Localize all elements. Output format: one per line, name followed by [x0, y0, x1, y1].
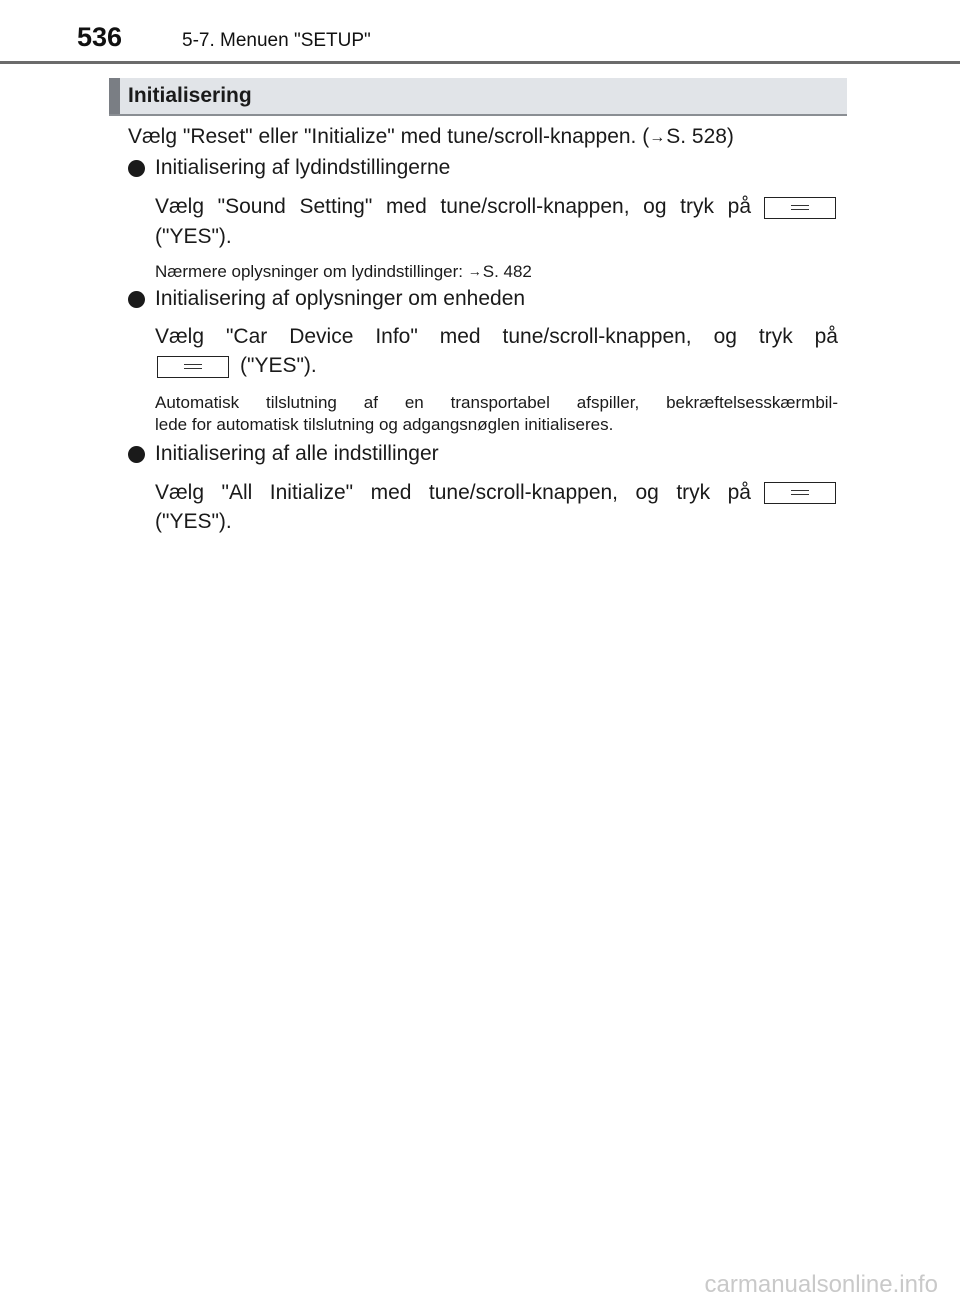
item-note-sound: [155, 260, 845, 283]
button-glyph-icon: [791, 205, 809, 210]
screen-button-icon: [764, 197, 836, 219]
bullet-icon: [128, 291, 145, 308]
watermark: carmanualsonline.info: [704, 1271, 938, 1298]
intro-paragraph: [128, 122, 848, 153]
section-accent: [109, 78, 120, 114]
note-page-ref: S. 482: [482, 262, 532, 281]
button-glyph-icon: [791, 490, 809, 495]
item-instruction-device: Vælg "Car Device Info" med tune/scroll-knappen, og tryk på: [155, 325, 838, 348]
page-header: [0, 0, 960, 60]
section-title: Initialisering: [128, 84, 252, 107]
header-divider: [0, 61, 960, 64]
page-number: 536: [77, 22, 123, 52]
item-note-device-line2: lede for automatisk tilslutning og adgangsnøglen initialiseres.: [155, 415, 614, 434]
bullet-icon: [128, 160, 145, 177]
chapter-title: 5-7. Menuen "SETUP": [182, 30, 371, 51]
item-note-device-line1: Automatisk tilslutning af en transportabel afspiller, bekræftelsesskærmbil-: [155, 393, 838, 412]
item-instruction-sound: Vælg "Sound Setting" med tune/scroll-knappen, og tryk på: [155, 195, 751, 218]
intro-text: Vælg "Reset" eller "Initialize" med tune/scroll-knappen. (: [128, 125, 650, 148]
bullet-icon: [128, 446, 145, 463]
item-yes-sound: ("YES").: [155, 225, 232, 248]
item-instruction-all: Vælg "All Initialize" med tune/scroll-knappen, og tryk på: [155, 481, 751, 504]
item-heading-all: Initialisering af alle indstillinger: [155, 442, 439, 465]
item-yes-all: ("YES").: [155, 510, 232, 533]
reference-arrow-icon: →: [649, 129, 666, 146]
screen-button-icon: [764, 482, 836, 504]
item-heading-device: Initialisering af oplysninger om enheden: [155, 287, 526, 310]
screen-button-icon: [157, 356, 229, 378]
item-yes-device: ("YES").: [240, 354, 317, 377]
intro-page-ref: S. 528): [666, 125, 734, 148]
item-heading-sound: Initialisering af lydindstillingerne: [155, 156, 451, 179]
reference-arrow-icon: →: [467, 263, 482, 279]
note-text: Nærmere oplysninger om lydindstillinger:: [155, 262, 468, 281]
button-glyph-icon: [184, 364, 202, 369]
